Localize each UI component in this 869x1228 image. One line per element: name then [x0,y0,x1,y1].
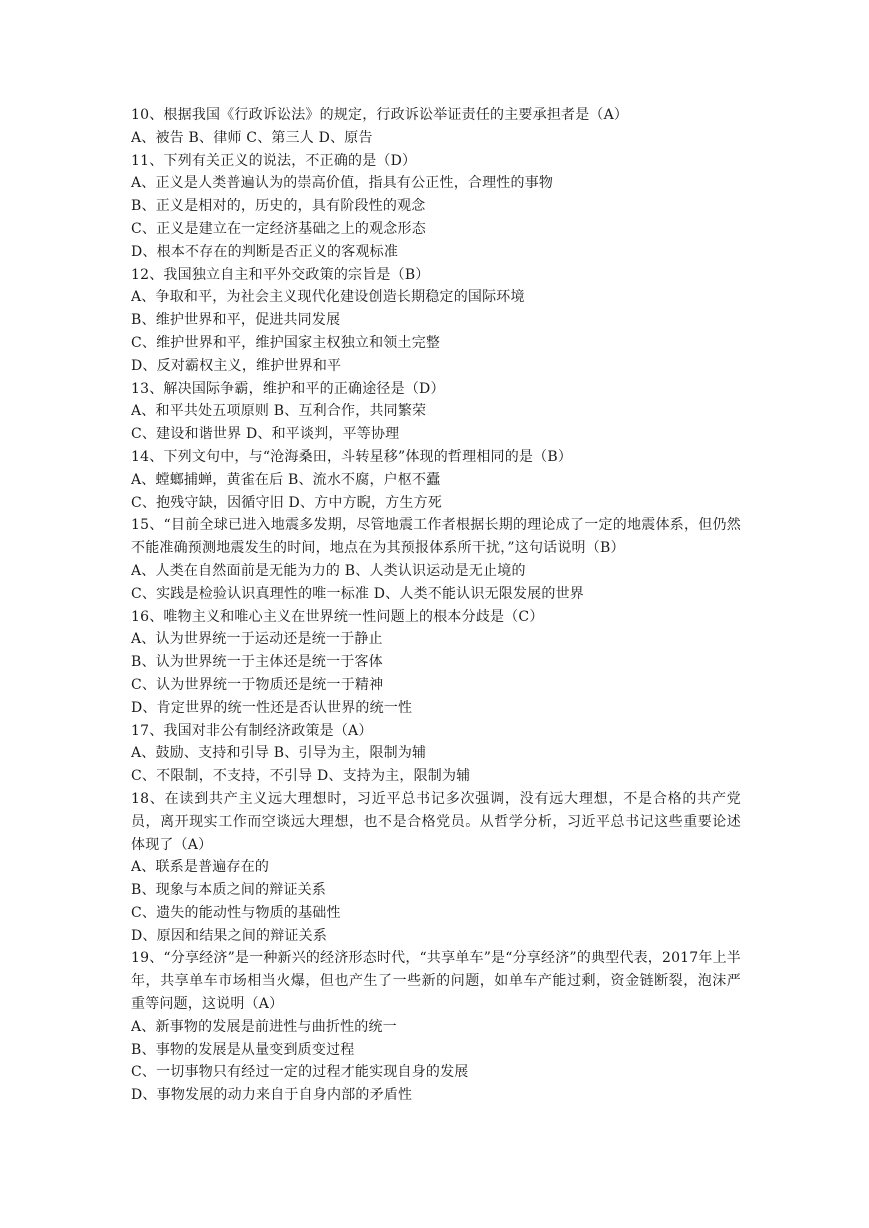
question-16-option-b: B、认为世界统一于主体还是统一于客体 [131,654,383,671]
question-19-option-a: A、新事物的发展是前进性与曲折性的统一 [131,1018,397,1035]
question-18-option-c: C、遗失的能动性与物质的基础性 [131,904,341,921]
question-12-option-b: B、维护世界和平，促进共同发展 [131,312,341,329]
question-11-option-a: A、正义是人类普遍认为的崇高价值，指具有公正性，合理性的事物 [131,175,554,192]
question-16-option-c: C、认为世界统一于物质还是统一于精神 [131,676,384,693]
question-10: 10、根据我国《行政诉讼法》的规定，行政诉讼举证责任的主要承担者是（A） [131,107,629,123]
question-18-option-a: A、联系是普遍存在的 [131,859,270,876]
question-16: 16、唯物主义和唯心主义在世界统一性问题上的根本分歧是（C） [131,608,544,625]
question-13-options-ab: A、和平共处五项原则 B、互利合作，共同繁荣 [131,403,427,420]
question-14-options-ab: A、螳螂捕蝉，黄雀在后 B、流水不腐，户枢不蠹 [131,471,441,488]
question-15-options-cd: C、实践是检验认识真理性的唯一标准 D、人类不能认识无限发展的世界 [131,585,584,602]
question-11: 11、下列有关正义的说法，不正确的是（D） [131,152,417,169]
question-11-option-d: D、根本不存在的判断是否正义的客观标准 [131,243,399,260]
question-12-option-d: D、反对霸权主义，维护世界和平 [131,357,342,374]
question-18-option-b: B、现象与本质之间的辩证关系 [131,882,327,899]
question-14: 14、下列文句中，与“沧海桑田，斗转星移”体现的哲理相同的是（B） [131,448,573,465]
question-13: 13、解决国际争霸，维护和平的正确途径是（D） [131,380,445,397]
question-12-option-c: C、维护世界和平，维护国家主权独立和领土完整 [131,334,441,351]
question-19-option-d: D、事物发展的动力来自于自身内部的矛盾性 [131,1087,413,1104]
question-18: 18、在读到共产主义远大理想时，习近平总书记多次强调，没有远大理想，不是合格的共产党员，离开现实工作而空谈远大理想，也不是合格党员。从哲学分析，习近平总书记这些重要论述体现了（A） [131,790,741,853]
question-15-options-ab: A、人类在自然面前是无能为力的 B、人类认识运动是无止境的 [131,562,526,579]
question-16-option-a: A、认为世界统一于运动还是统一于静止 [131,631,383,648]
document-page [131,104,741,1107]
question-17-options-cd: C、不限制，不支持，不引导 D、支持为主，限制为辅 [131,768,471,785]
question-12-option-a: A、争取和平，为社会主义现代化建设创造长期稳定的国际环境 [131,289,525,306]
question-17-options-ab: A、鼓励、支持和引导 B、引导为主，限制为辅 [131,745,427,762]
question-16-option-d: D、肯定世界的统一性还是否认世界的统一性 [131,699,413,716]
question-13-options-cd: C、建设和谐世界 D、和平谈判，平等协理 [131,426,400,443]
question-10-options: A、被告 B、律师 C、第三人 D、原告 [131,129,373,146]
question-19-option-b: B、事物的发展是从量变到质变过程 [131,1041,355,1058]
question-12: 12、我国独立自主和平外交政策的宗旨是（B） [131,266,430,283]
question-15: 15、“目前全球已进入地震多发期，尽管地震工作者根据长期的理论成了一定的地震体系，但仍然不能准确预测地震发生的时间，地点在为其预报体系所干扰，”这句话说明（B） [131,517,741,557]
question-11-option-b: B、正义是相对的，历史的，具有阶段性的观念 [131,198,426,215]
question-19: 19、“分享经济”是一种新兴的经济形态时代，“共享单车”是“分享经济”的典型代表，2017年上半年，共享单车市场相当火爆，但也产生了一些新的问题，如单车产能过剩，资金链断裂，泡沫严重等问题，这说明（A） [131,950,742,1013]
question-19-option-c: C、一切事物只有经过一定的过程才能实现自身的发展 [131,1064,469,1081]
question-11-option-c: C、正义是建立在一定经济基础之上的观念形态 [131,220,426,237]
question-17: 17、我国对非公有制经济政策是（A） [131,722,373,739]
question-18-option-d: D、原因和结果之间的辩证关系 [131,927,328,944]
question-14-options-cd: C、抱残守缺，因循守旧 D、方中方睨，方生方死 [131,494,442,511]
